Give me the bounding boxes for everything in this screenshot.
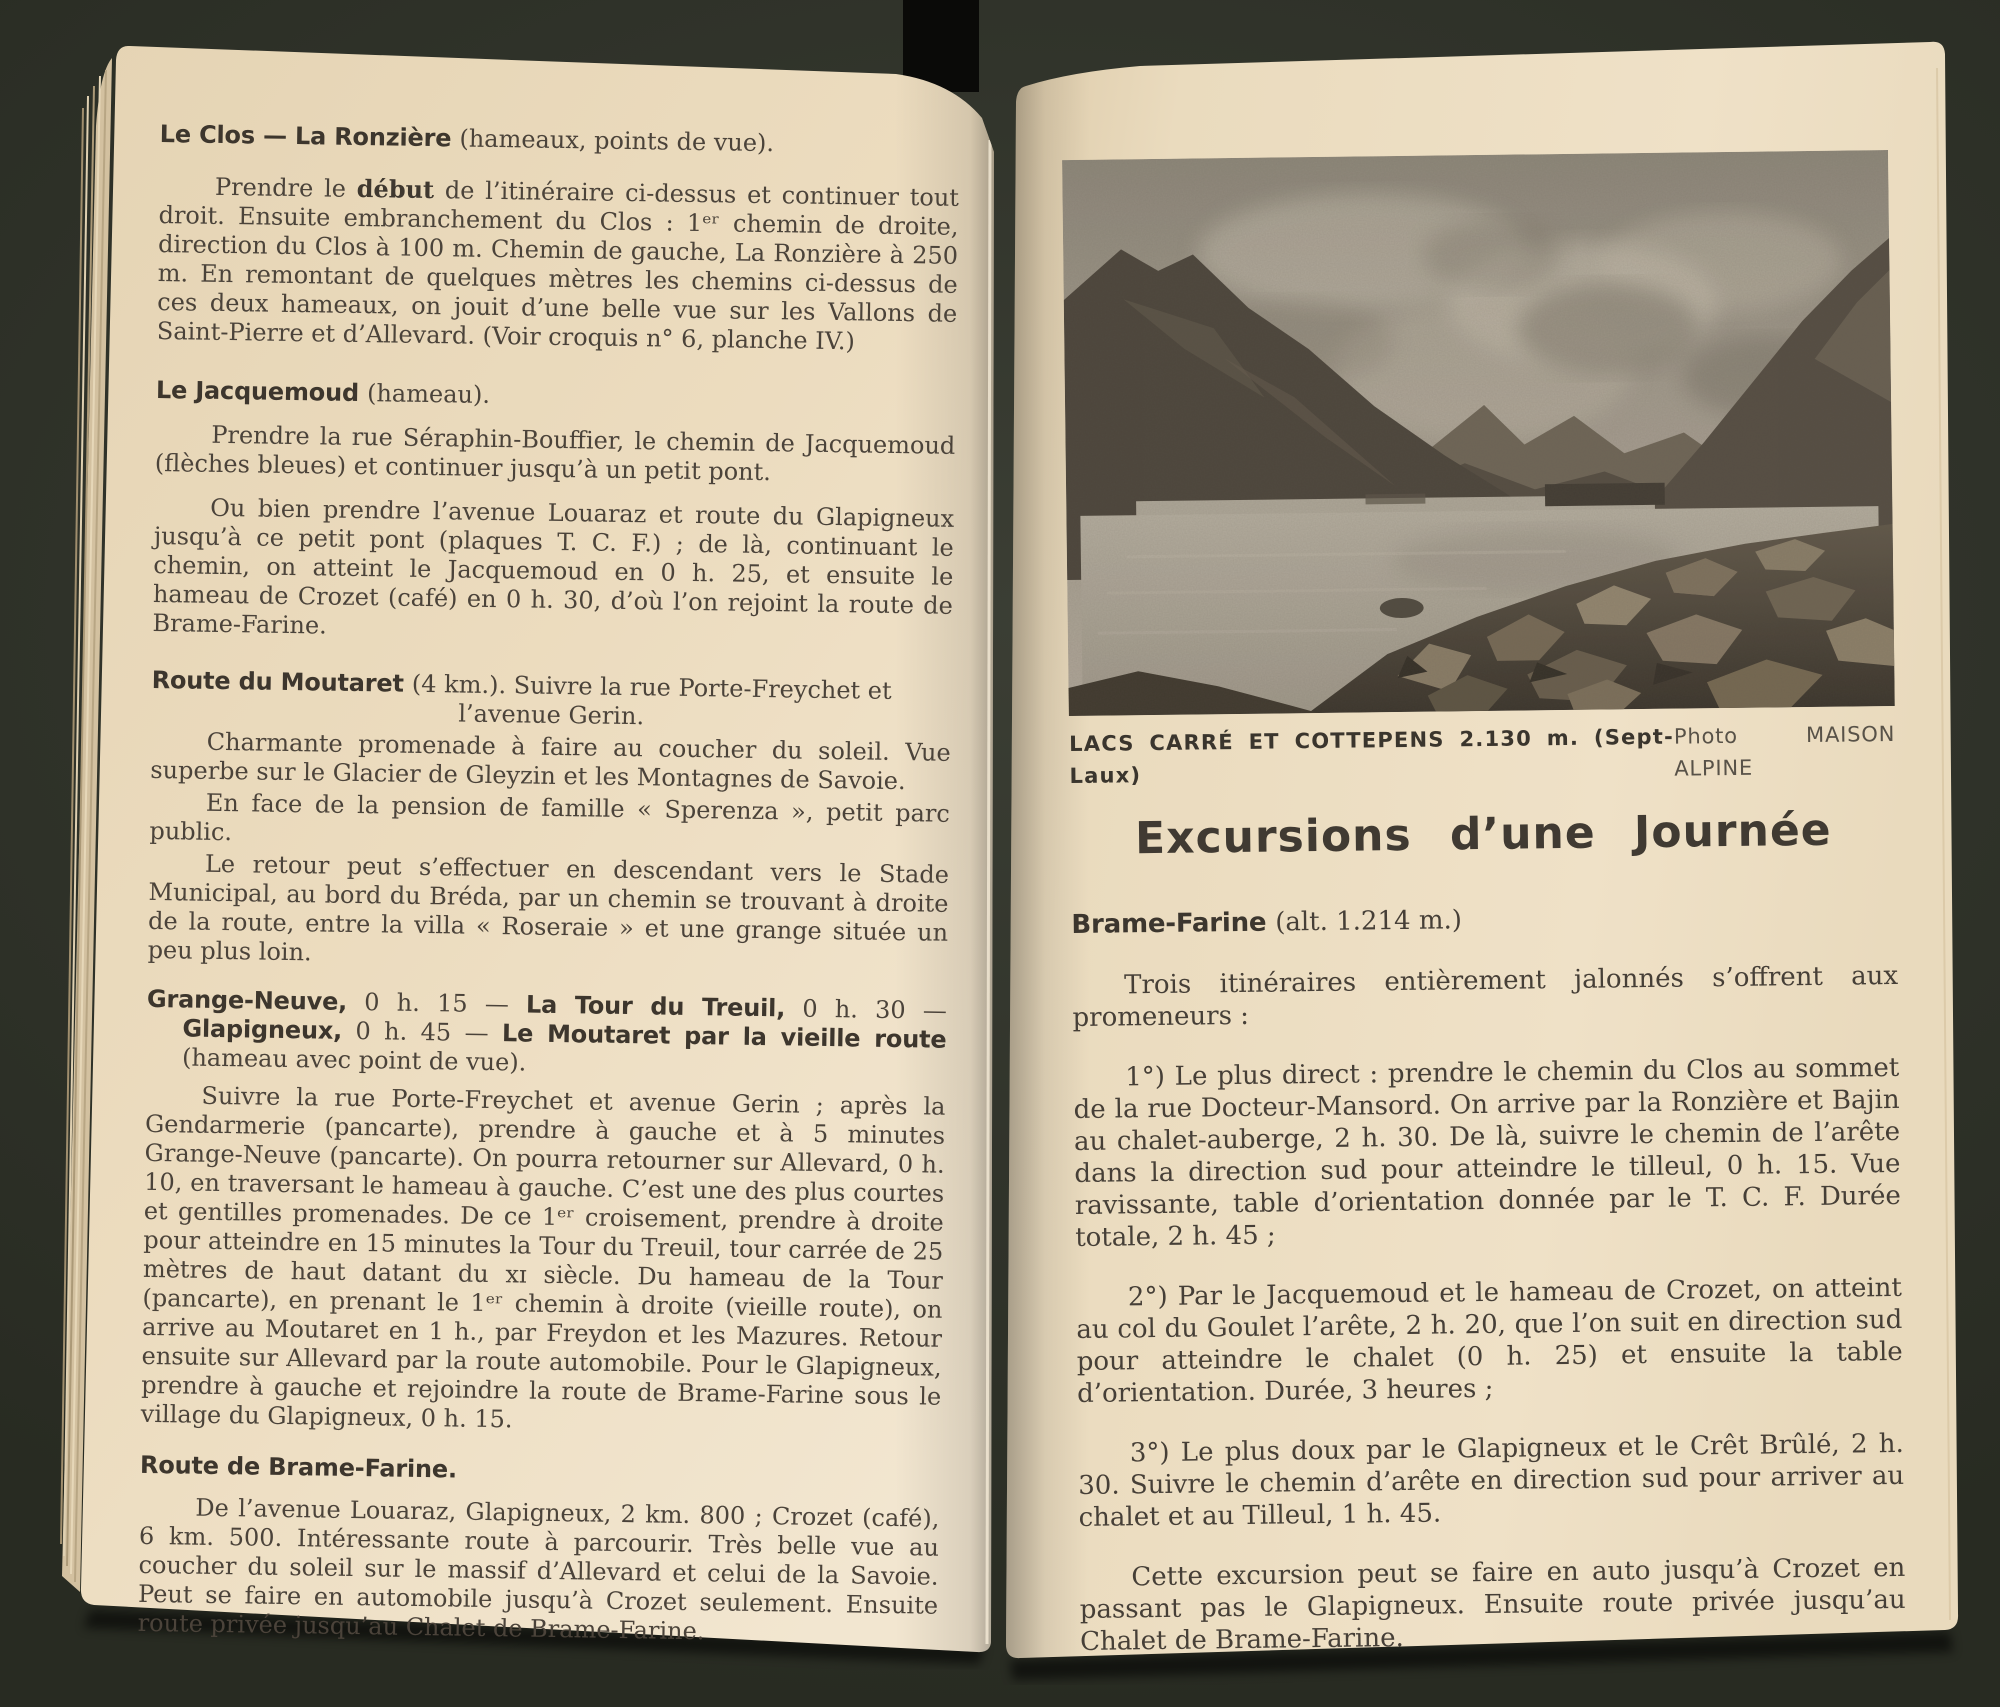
paragraph: Suivre la rue Porte-Freychet et avenue Gerin ; après la Gendarmerie (pancarte), prendre à gauche et à 5 minutes Grange-Neuve (pancarte). On pourra retourner sur Allevard, 0 h. 10, en traversant le hameau à gauche. C’est une des plus courtes et gentilles promenades. De ce 1ᵉʳ croisement, prendre à droite pour atteindre en 15 minutes la Tour du Treuil, tour carrée de 25 mètres de haut datant du xɪ siècle. Du hameau de la Tour (pancarte), en prenant le 1ᵉʳ chemin à droite (vieille route), on arrive au Moutaret en 1 h., par Freydon et les Mazures. Retour ensuite sur Allevard par la route automobile. Pour le Glapigneux, prendre à gauche et rejoindre la route de Brame-Farine sous le village du Glapigneux, 0 h. 15.	[140, 1081, 946, 1434]
paragraph: Ou bien prendre l’avenue Louaraz et route du Glapigneux jusqu’à ce petit pont (plaques T. C. F.) ; de là, continuant le chemin, on atteint le Jacquemoud en 0 h. 25, et ensuite le hameau de Crozet (café) en 0 h. 30, d’où l’on rejoint la route de Brame-Farine.	[152, 493, 955, 640]
paragraph-itinerary-1: 1°) Le plus direct : prendre le chemin du Clos au sommet de la rue Docteur-Mansord. On arrive par la Ronzière et Bajin au chalet-auberge, 2 h. 30. De là, suivre le chemin de l’arête dans la direction sud pour atteindre le tilleul, 0 h. 15. Vue ravissante, table d’orientation donnée par le T. C. F. Durée totale, 2 h. 45 ;	[1073, 1052, 1901, 1254]
paragraph: Cette excursion peut se faire en auto jusqu’à Crozet en passant pas le Glapigneux. Ensuite route privée jusqu’au Chalet de Brame-Farine.	[1079, 1552, 1906, 1657]
paragraph: Prendre le début de l’itinéraire ci-dessus et continuer tout droit. Ensuite embranchement du Clos : 1ᵉʳ chemin de droite, direction du Clos à 100 m. Chemin de gauche, La Ronzière à 250 m. En remontant de quelques mètres les chemins ci-dessus de ces deux hameaux, on jouit d’une belle vue sur les Vallons de Saint-Pierre et d’Allevard. (Voir croquis n° 6, planche IV.)	[156, 172, 960, 356]
section-heading-le-clos-la-ronziere: Le Clos — La Ronzière (hameaux, points de vue).	[159, 120, 775, 158]
subheading-brame-farine: Brame-Farine (alt. 1.214 m.)	[1071, 905, 1463, 941]
section-heading-le-jacquemoud: Le Jacquemoud (hameau).	[155, 375, 491, 409]
paragraph: Le retour peut s’effectuer en descendant vers le Stade Municipal, au bord du Bréda, par un chemin se trouvant à droite de la route, entre la villa « Roseraie » et une grange située un peu plus loin.	[147, 849, 950, 967]
paragraph-itinerary-3: 3°) Le plus doux par le Glapigneux et le Crêt Brûlé, 2 h. 30. Suivre le chemin d’arête en direction sud pour arriver au chalet et au Tilleul, 1 h. 45.	[1078, 1428, 1905, 1533]
photo-credit: Photo MAISON ALPINE	[1673, 721, 1896, 781]
heading-continuation: l’avenue Gerin.	[458, 699, 645, 731]
photo-caption: LACS CARRÉ ET COTTEPENS 2.130 m. (Sept-Laux)	[1069, 724, 1675, 789]
section-heading-route-de-brame-farine: Route de Brame-Farine.	[139, 1450, 458, 1484]
lake-photo	[1062, 150, 1895, 716]
right-page-text	[1062, 150, 1906, 1658]
paragraph: Trois itinéraires entièrement jalonnés s’offrent aux promeneurs :	[1072, 960, 1899, 1034]
itinerary-heading-grange-neuve: Grange-Neuve, 0 h. 15 — La Tour du Treuil, 0 h. 30 — Glapigneux, 0 h. 45 — Le Moutaret par la vieille route (hameau avec point de vue).	[146, 984, 948, 1077]
photo-caption-row	[1069, 718, 1896, 792]
paragraph: Prendre la rue Séraphin-Bouffier, le chemin de Jacquemoud (flèches bleues) et continuer jusqu’à un petit pont.	[154, 420, 956, 487]
paragraph: Charmante promenade à faire au coucher du soleil. Vue superbe sur le Glacier de Gleyzin et les Montagnes de Savoie.	[150, 727, 951, 796]
page-title: Excursions d’une Journée	[1134, 804, 1832, 865]
left-page-text	[137, 120, 959, 1650]
paragraph: De l’avenue Louaraz, Glapigneux, 2 km. 800 ; Crozet (café), 6 km. 500. Intéressante route à parcourir. Très belle vue au coucher du soleil sur le massif d’Allevard et celui de la Savoie. Peut se faire en automobile jusqu’à Crozet seulement. Ensuite route privée jusqu’au Chalet de Brame-Farine.	[137, 1493, 940, 1646]
section-heading-route-du-moutaret: Route du Moutaret (4 km.). Suivre la rue Porte-Freychet et	[151, 665, 892, 705]
paragraph: En face de la pension de famille « Sperenza », petit parc public.	[149, 788, 951, 847]
paragraph-itinerary-2: 2°) Par le Jacquemoud et le hameau de Crozet, on atteint au col du Goulet l’arête, 2 h. 20, que l’on suit en direction sud pour atteindre le chalet (0 h. 25) et ensuite la table d’orientation. Durée, 3 heures ;	[1076, 1272, 1903, 1409]
